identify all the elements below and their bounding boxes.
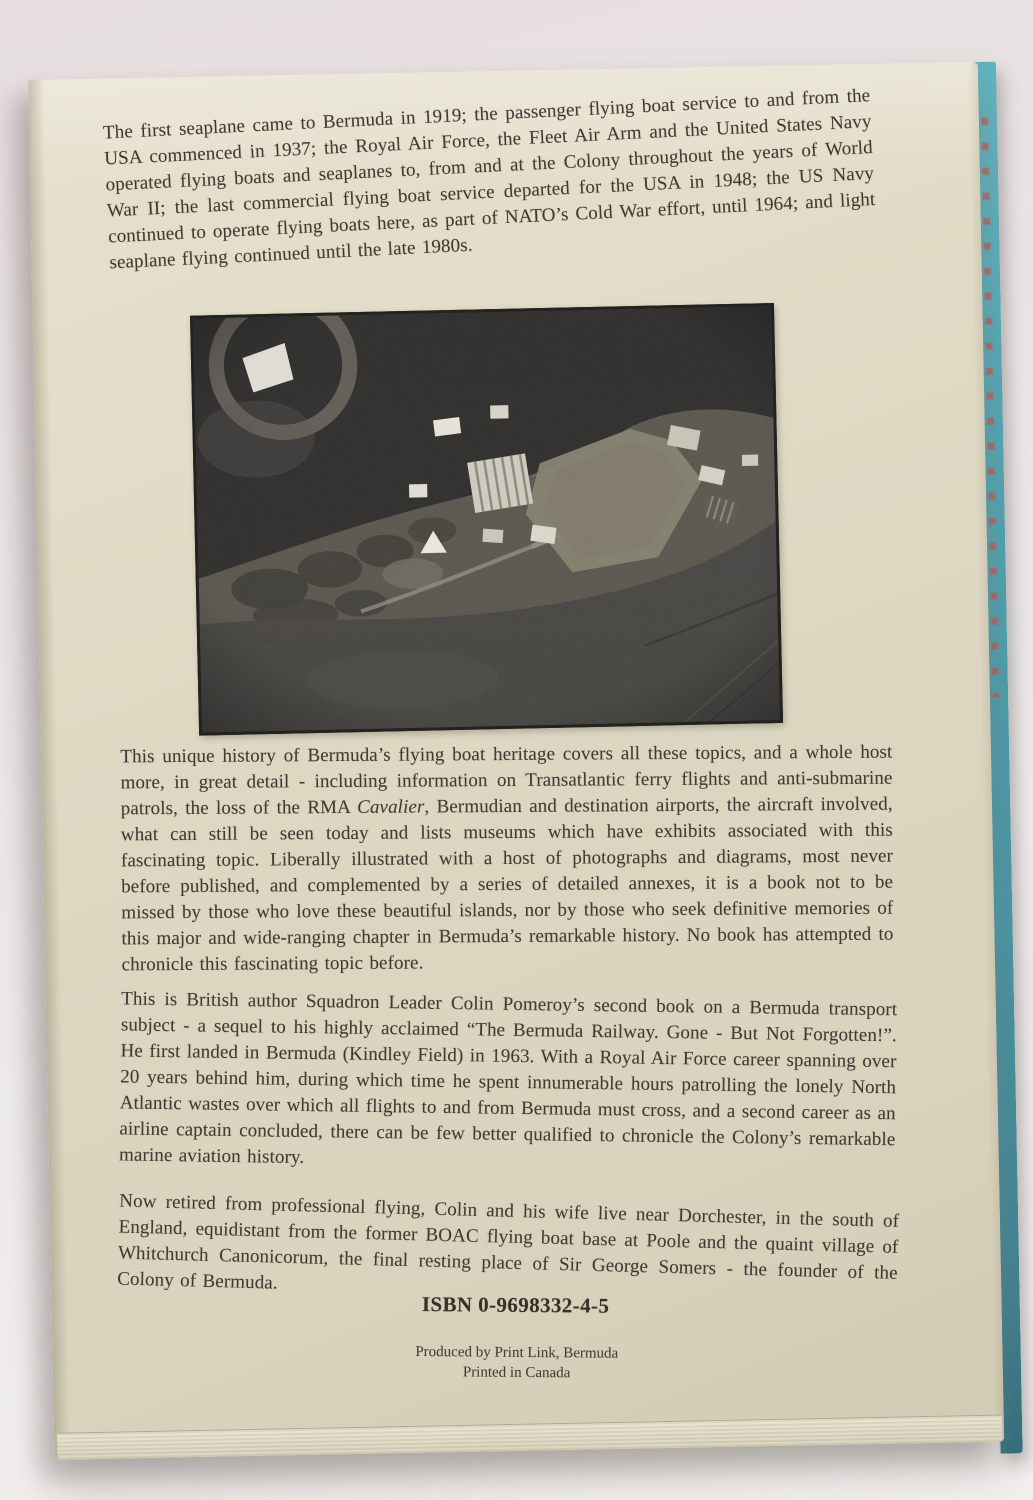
synopsis-italic-title: Cavalier	[357, 796, 425, 818]
credits-printed-line: Printed in Canada	[462, 1364, 571, 1382]
isbn-number: ISBN 0-9698332-4-5	[421, 1292, 610, 1318]
author-residence-paragraph: Now retired from professional flying, Colin and his wife live near Dorchester, in the south of England, equidistant from the former BOAC flying boat base at Poole and the quaint village of Whitchurch Canonicorum, the final resting place of Sir George Somers - the founder of the Colony of Bermuda.	[117, 1190, 900, 1294]
synopsis-text-before-italic: This unique history of Bermuda’s flying boat heritage covers all these topics, and a whole host more, in great detail - including information on Transatlantic ferry flights and anti-submarine patrols, the loss of the RMA	[120, 741, 893, 820]
book-back-cover	[28, 62, 1004, 1460]
author-bio-paragraph: This is British author Squadron Leader Colin Pomeroy’s second book on a Bermuda transport subject - a sequel to his highly acclaimed “The Bermuda Railway. Gone - But Not Forgotten!”. He first landed in Bermuda (Kindley Field) in 1963. With a Royal Air Force career spanning over 20 years behind him, during which time he spent innumerable hours patrolling the lonely North Atlantic wastes over which all flights to and from Bermuda must cross, and a second career as an airline captain concluded, there can be few better qualified to chronicle the Colony’s remarkable marine aviation history.	[118, 988, 898, 1168]
printing-credits	[131, 1339, 903, 1386]
credits-producer-line: Produced by Print Link, Bermuda	[415, 1343, 619, 1362]
aerial-photo	[190, 303, 783, 736]
synopsis-paragraph	[120, 740, 893, 979]
aerial-photo-graphic	[193, 306, 780, 733]
intro-paragraph: The first seaplane came to Bermuda in 1919; the passenger flying boat service to and from the USA commenced in 1937; the Royal Air Force, the Fleet Air Arm and the United States Navy operated flying boats and seaplanes to, from and at the Colony throughout the years of World War II; the last commercial flying boat service departed for the USA in 1948; the US Navy continued to operate flying boats here, as part of NATO’s Cold War effort, until 1964; and light seaplane flying continued until the late 1980s.	[102, 85, 876, 274]
book-pages-edge	[57, 1415, 1002, 1460]
synopsis-text-after-italic: , Bermudian and destination airports, the aircraft involved, what can still be seen today and lists museums which have exhibits associated with this fascinating topic. Liberally illustrated with a host of photographs and diagrams, most never before published, and complemented by a series of detailed annexes, it is a book not to be missed by those who love these beautiful islands, nor by those who seek definitive memories of this major and wide-ranging chapter in Bermuda’s remarkable history. No book has attempted to chronicle this fascinating topic before.	[120, 793, 894, 976]
